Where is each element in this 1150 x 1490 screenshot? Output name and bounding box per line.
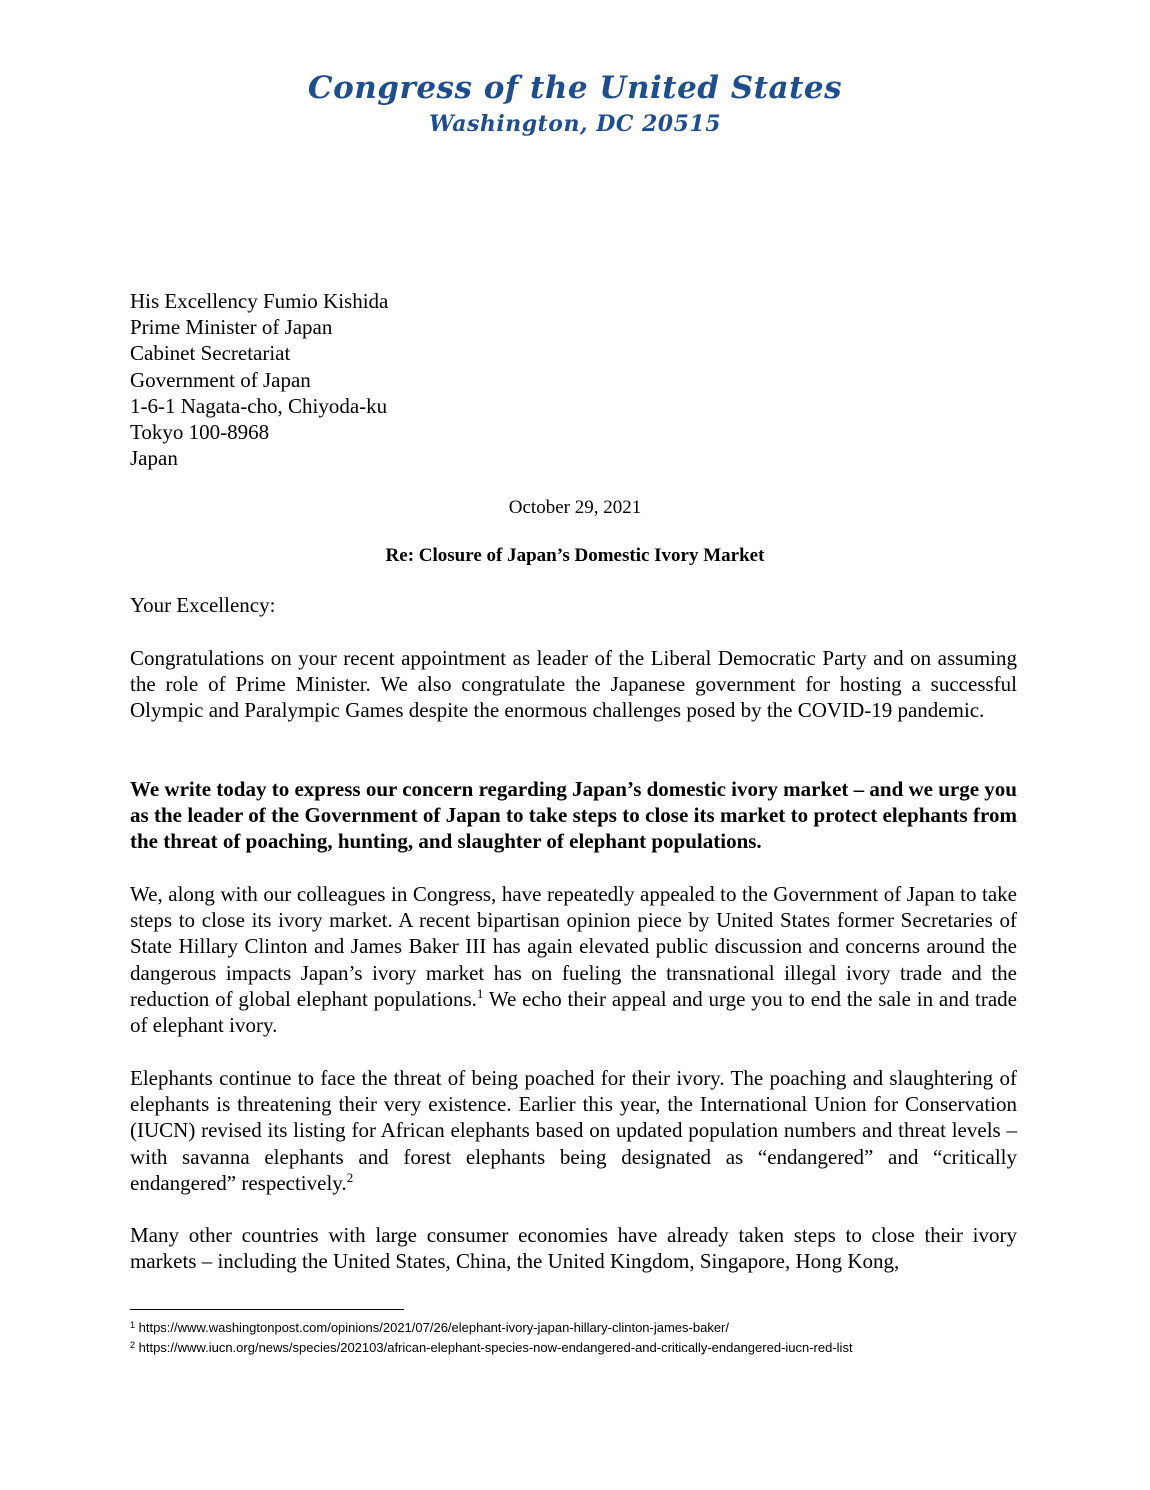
footnote-link[interactable]: https://www.iucn.org/news/species/202103/african-elephant-species-now-endangered-and-critically-endangered-iucn-red-list bbox=[135, 1340, 853, 1355]
recipient-address bbox=[130, 288, 388, 471]
address-line: Tokyo 100-8968 bbox=[130, 420, 270, 445]
address-line: Japan bbox=[130, 446, 178, 471]
subject-line: Re: Closure of Japan’s Domestic Ivory Market bbox=[385, 545, 765, 566]
footnote-divider bbox=[130, 1309, 404, 1310]
letterhead-title: Congress of the United States bbox=[307, 70, 843, 106]
address-line: Prime Minister of Japan bbox=[130, 315, 333, 340]
address-line: 1-6-1 Nagata-cho, Chiyoda-ku bbox=[130, 393, 388, 418]
footnote-reference[interactable]: 1 bbox=[476, 985, 484, 1001]
paragraph-main-request: We write today to express our concern regarding Japan’s domestic ivory market – and we urge you as the leader of the Government of Japan to take steps to close its market to protect elephants from the threat of poaching, hunting, and slaughter of elephant populations. bbox=[130, 777, 1017, 854]
address-line: His Excellency Fumio Kishida bbox=[130, 289, 389, 313]
address-line: Government of Japan bbox=[130, 367, 311, 392]
paragraph-congratulations: Congratulations on your recent appointment as leader of the Liberal Democratic Party and on assuming the role of Prime Minister. We also congratulate the Japanese government for hosting a successful Olympic and Paralympic Games despite the enormous challenges posed by the COVID-19 pandemic. bbox=[130, 646, 1017, 723]
paragraph-appeal bbox=[130, 881, 1017, 1038]
paragraph-other-countries: Many other countries with large consumer economies have already taken steps to close their ivory markets – including the United States, China, the United Kingdom, Singapore, Hong Kong, bbox=[130, 1223, 1017, 1274]
paragraph-threat bbox=[130, 1065, 1017, 1196]
paragraph-text: We echo their appeal and urge you to end the sale in and trade of elephant ivory. bbox=[130, 986, 1017, 1038]
salutation: Your Excellency: bbox=[130, 593, 276, 617]
letterhead-city: Washington, DC 20515 bbox=[428, 111, 722, 137]
footnote-mark: 1 bbox=[130, 1320, 136, 1330]
footnote-item[interactable] bbox=[130, 1318, 1030, 1338]
letter-date: October 29, 2021 bbox=[508, 497, 642, 518]
footnote-reference[interactable]: 2 bbox=[346, 1169, 354, 1185]
footnote-mark: 2 bbox=[130, 1340, 136, 1350]
paragraph-text: Elephants continue to face the threat of being poached for their ivory. The poaching and slaughtering of elephants is threatening their very existence. Earlier this year, the International Union for Conservation (IUCN) revised its listing for African elephants based on updated population numbers and threat levels – with savanna elephants and forest elephants being designated as “endangered” and “critically endangered” respectively. bbox=[130, 1066, 1017, 1195]
paragraph-text: We, along with our colleagues in Congress, have repeatedly appealed to the Government of Japan to take steps to close its ivory market. A recent bipartisan opinion piece by United States former Secretaries of State Hillary Clinton and James Baker III has again elevated public discussion and concerns around the dangerous impacts Japan’s ivory market has on fueling the transnational illegal ivory trade and the reduction of global elephant populations. bbox=[130, 882, 1017, 1011]
footnotes bbox=[130, 1318, 1030, 1358]
address-line: Cabinet Secretariat bbox=[130, 341, 291, 366]
footnote-link[interactable]: https://www.washingtonpost.com/opinions/2021/07/26/elephant-ivory-japan-hillary-clinton-james-baker/ bbox=[135, 1320, 729, 1335]
footnote-item[interactable] bbox=[130, 1338, 1030, 1358]
